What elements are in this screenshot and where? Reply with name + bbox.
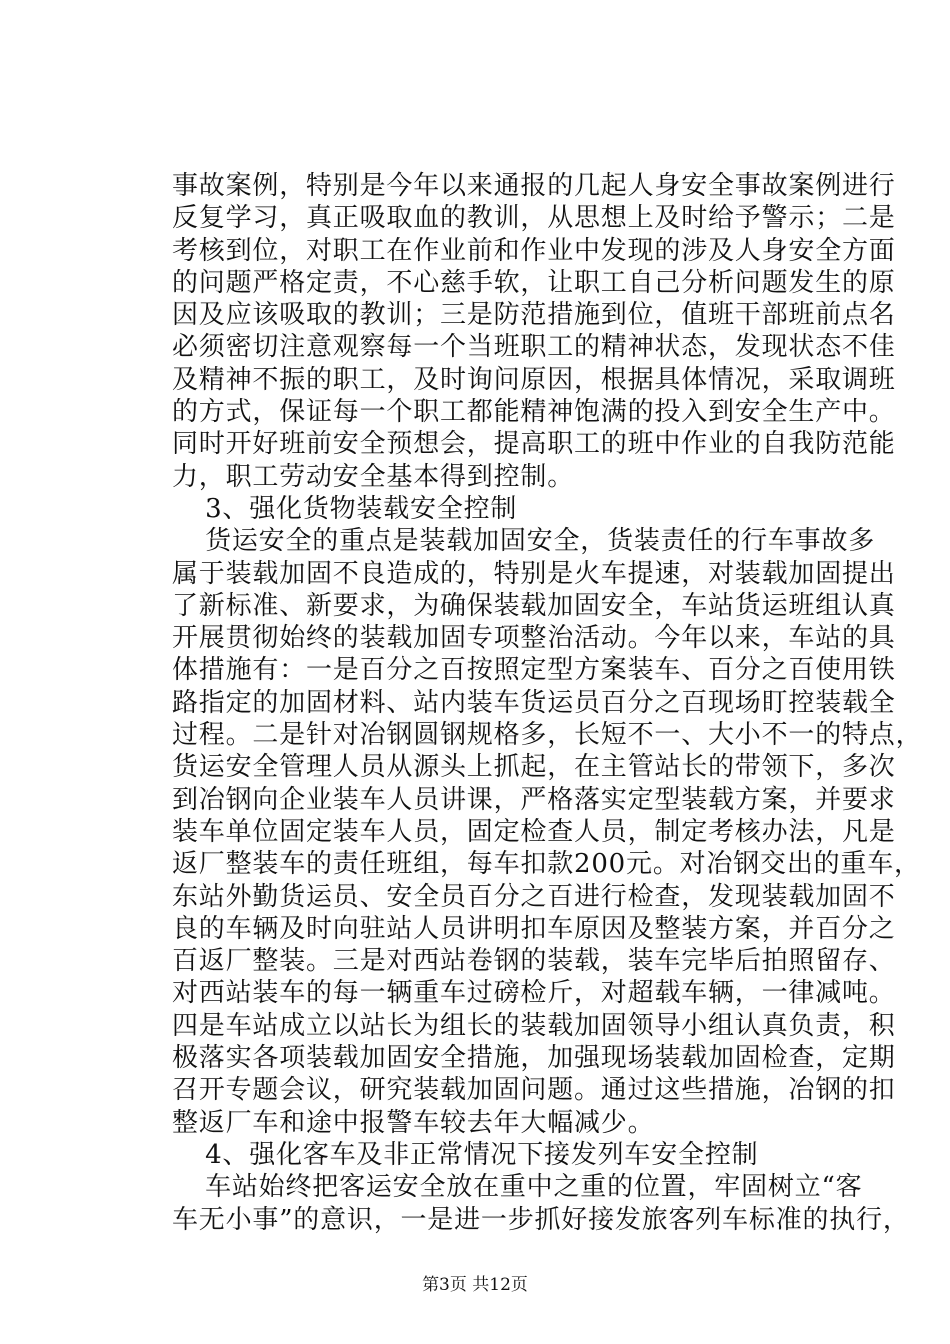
text-line: 货运安全管理人员从源头上抓起，在主管站长的带领下，多次	[172, 752, 896, 783]
text-line: 力，职工劳动安全基本得到控制。	[172, 461, 575, 492]
text-line: 因及应该吸取的教训；三是防范措施到位，值班干部班前点名	[172, 300, 896, 331]
text-line: 考核到位，对职工在作业前和作业中发现的涉及人身安全方面	[172, 235, 896, 266]
section-heading: 4、强化客车及非正常情况下接发列车安全控制	[205, 1139, 759, 1170]
text-line: 属于装载加固不良造成的，特别是火车提速，对装载加固提出	[172, 558, 896, 589]
section-heading: 3、强化货物装载安全控制	[205, 493, 518, 524]
text-line: 装车单位固定装车人员，固定检查人员，制定考核办法，凡是	[172, 816, 896, 847]
text-line: 事故案例，特别是今年以来通报的几起人身安全事故案例进行	[172, 171, 896, 201]
text-line: 开展贯彻始终的装载加固专项整治活动。今年以来，车站的具	[172, 623, 896, 654]
text-line: 同时开好班前安全预想会，提高职工的班中作业的自我防范能	[172, 429, 896, 460]
text-line: 到冶钢向企业装车人员讲课，严格落实定型装载方案，并要求	[172, 784, 896, 815]
text-line: 返厂整装车的责任班组，每车扣款200元。对冶钢交出的重车，	[172, 849, 921, 880]
text-line: 过程。二是针对冶钢圆钢规格多，长短不一、大小不一的特点，	[172, 720, 923, 751]
page-number-footer: 第3页 共12页	[422, 1275, 528, 1295]
document-body	[172, 170, 923, 1236]
text-line: 必须密切注意观察每一个当班职工的精神状态，发现状态不佳	[172, 332, 896, 363]
paragraph-first-line: 车站始终把客运安全放在重中之重的位置，牢固树立“客	[205, 1172, 863, 1203]
text-line: 召开专题会议，研究装载加固问题。通过这些措施，冶钢的扣	[172, 1075, 896, 1106]
text-line: 及精神不振的职工，及时询问原因，根据具体情况，采取调班	[172, 364, 896, 395]
text-line: 体措施有：一是百分之百按照定型方案装车、百分之百使用铁	[172, 655, 896, 686]
text-line: 四是车站成立以站长为组长的装载加固领导小组认真负责，积	[172, 1010, 896, 1041]
text-line: 了新标准、新要求，为确保装载加固安全，车站货运班组认真	[172, 590, 896, 621]
text-line: 路指定的加固材料、站内装车货运员百分之百现场盯控装载全	[172, 687, 896, 718]
text-line: 车无小事”的意识，一是进一步抓好接发旅客列车标准的执行，	[172, 1204, 910, 1235]
text-line: 的问题严格定责，不心慈手软，让职工自己分析问题发生的原	[172, 267, 896, 298]
paragraph-first-line: 货运安全的重点是装载加固安全，货装责任的行车事故多	[205, 526, 876, 557]
text-line: 对西站装车的每一辆重车过磅检斤，对超载车辆，一律减吨。	[172, 978, 896, 1009]
text-line: 反复学习，真正吸取血的教训，从思想上及时给予警示；二是	[172, 203, 896, 234]
text-line: 极落实各项装载加固安全措施，加强现场装载加固检查，定期	[172, 1043, 896, 1074]
text-line: 东站外勤货运员、安全员百分之百进行检查，发现装载加固不	[172, 881, 896, 912]
text-line: 的方式，保证每一个职工都能精神饱满的投入到安全生产中。	[172, 397, 896, 428]
text-line: 百返厂整装。三是对西站卷钢的装载，装车完毕后拍照留存、	[172, 946, 896, 977]
text-line: 良的车辆及时向驻站人员讲明扣车原因及整装方案，并百分之	[172, 913, 896, 944]
text-line: 整返厂车和途中报警车较去年大幅减少。	[172, 1107, 655, 1138]
